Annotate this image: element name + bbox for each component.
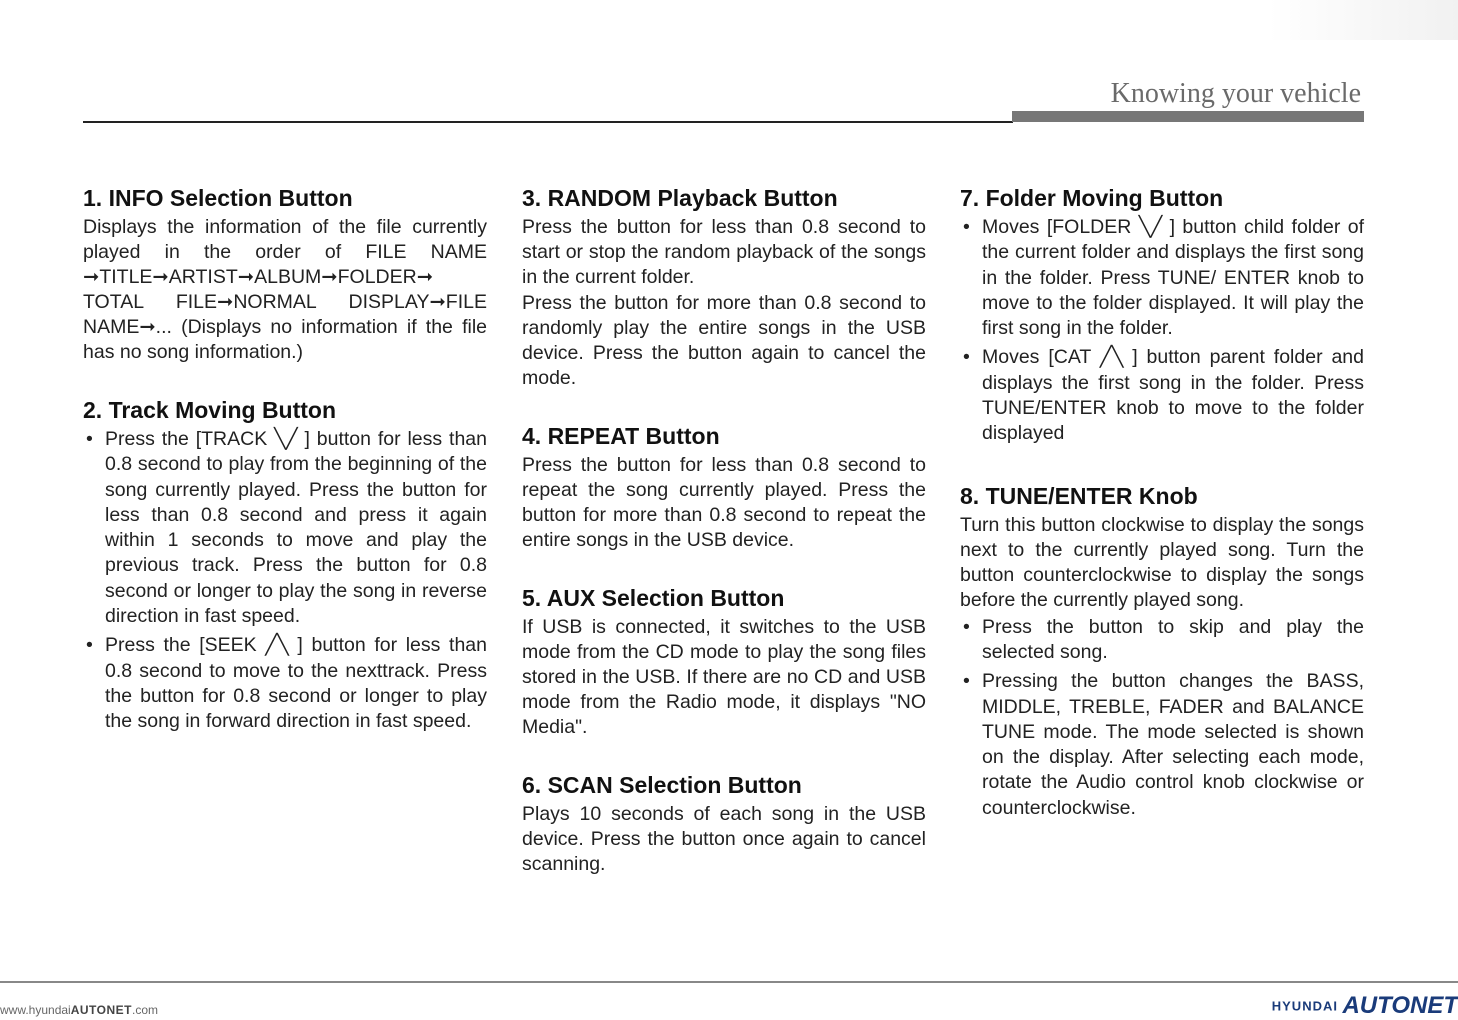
header-rule-accent — [1012, 111, 1364, 122]
footer-website-suffix: .com — [132, 1003, 159, 1017]
tune-bullets — [960, 615, 1364, 821]
section-gap — [522, 740, 926, 770]
folder-bullet: • Moves [FOLDER ╲╱ ] button child folder of the current folder and displays the first song in the folder. Press TUNE/ ENTER knob to move to the folder displayed. It will play the first song in the folder. — [960, 215, 1364, 341]
random-section-text: Press the button for less than 0.8 second to start or stop the random playback of the songs in the current folder. — [522, 216, 926, 288]
footer-rule — [0, 981, 1458, 983]
section-gap — [83, 365, 487, 395]
random-section-title: 3. RANDOM Playback Button — [522, 185, 838, 211]
tune-section-text: Turn this button clockwise to display the songs next to the currently played song. Turn the button counterclockwise to display the songs before the currently played song. — [960, 513, 1364, 611]
aux-section-text: If USB is connected, it switches to the USB mode from the CD mode to play the song files stored in the USB. If there are no CD and USB mode from the Radio mode, it displays "NO Media". — [522, 616, 926, 738]
footer-logo-big: AUTONET — [1342, 992, 1458, 1019]
info-section-text: Displays the information of the file currently played in the order of FILE NAME ➞TITLE➞ARTIST➞ALBUM➞FOLDER➞ TOTAL FILE➞NORMAL DISPLAY➞FILE NAME➞... (Displays no information if the file has no song information.) — [83, 216, 487, 363]
footer-website — [0, 1003, 158, 1017]
scan-section-title: 6. SCAN Selection Button — [522, 772, 802, 798]
column-3 — [960, 183, 1364, 825]
info-section-title: 1. INFO Selection Button — [83, 185, 353, 211]
repeat-section-title: 4. REPEAT Button — [522, 423, 720, 449]
repeat-section-text: Press the button for less than 0.8 second to repeat the song currently played. Press the button for more than 0.8 second to repeat the entire songs in the USB device. — [522, 454, 926, 551]
random-section-text: Press the button for more than 0.8 second to randomly play the entire songs in the USB device. Press the button again to cancel the mode. — [522, 292, 926, 389]
track-bullet: • Press the [TRACK ╲╱ ] button for less than 0.8 second to play from the beginning of the song currently played. Press the button for less than 0.8 second and press it again within 1 seconds to move and play the previous track. Press the button for 0.8 second or longer to play the song in reverse direction in fast speed. — [83, 427, 487, 629]
footer-logo-small: HYUNDAI — [1271, 998, 1338, 1014]
track-bullets — [83, 427, 487, 735]
folder-bullets — [960, 215, 1364, 447]
tune-section-title: 8. TUNE/ENTER Knob — [960, 482, 1198, 509]
tune-bullet: • Press the button to skip and play the selected song. — [960, 615, 1364, 666]
section-gap — [522, 553, 926, 583]
track-section-title: 2. Track Moving Button — [83, 397, 337, 423]
column-2 — [522, 183, 926, 877]
scan-section-text: Plays 10 seconds of each song in the USB device. Press the button once again to cancel scanning. — [522, 803, 926, 875]
column-1 — [83, 183, 487, 739]
tune-bullet: • Pressing the button changes the BASS, MIDDLE, TREBLE, FADER and BALANCE TUNE mode. The mode selected is shown on the display. After selecting each mode, rotate the Audio control knob clockwise or counterclockwise. — [960, 669, 1364, 821]
section-gap — [960, 451, 1364, 481]
footer-website-prefix: www.hyundai — [0, 1003, 71, 1017]
page-header-title: Knowing your vehicle — [1110, 78, 1361, 109]
aux-section-title: 5. AUX Selection Button — [522, 585, 785, 611]
folder-bullet: • Moves [CAT ╱╲ ] button parent folder and displays the first song in the folder. Press TUNE/ENTER knob to move to the folder displayed — [960, 345, 1364, 446]
footer-logo — [1272, 992, 1458, 1020]
corner-mark — [1268, 0, 1458, 40]
folder-section-title: 7. Folder Moving Button — [960, 185, 1224, 211]
footer-website-brand: AUTONET — [70, 1003, 132, 1017]
header-rule — [83, 121, 1013, 123]
section-gap — [522, 391, 926, 421]
track-bullet: • Press the [SEEK ╱╲ ] button for less than 0.8 second to move to the nexttrack. Press the button for 0.8 second or longer to play the song in forward direction in fast speed. — [83, 633, 487, 734]
